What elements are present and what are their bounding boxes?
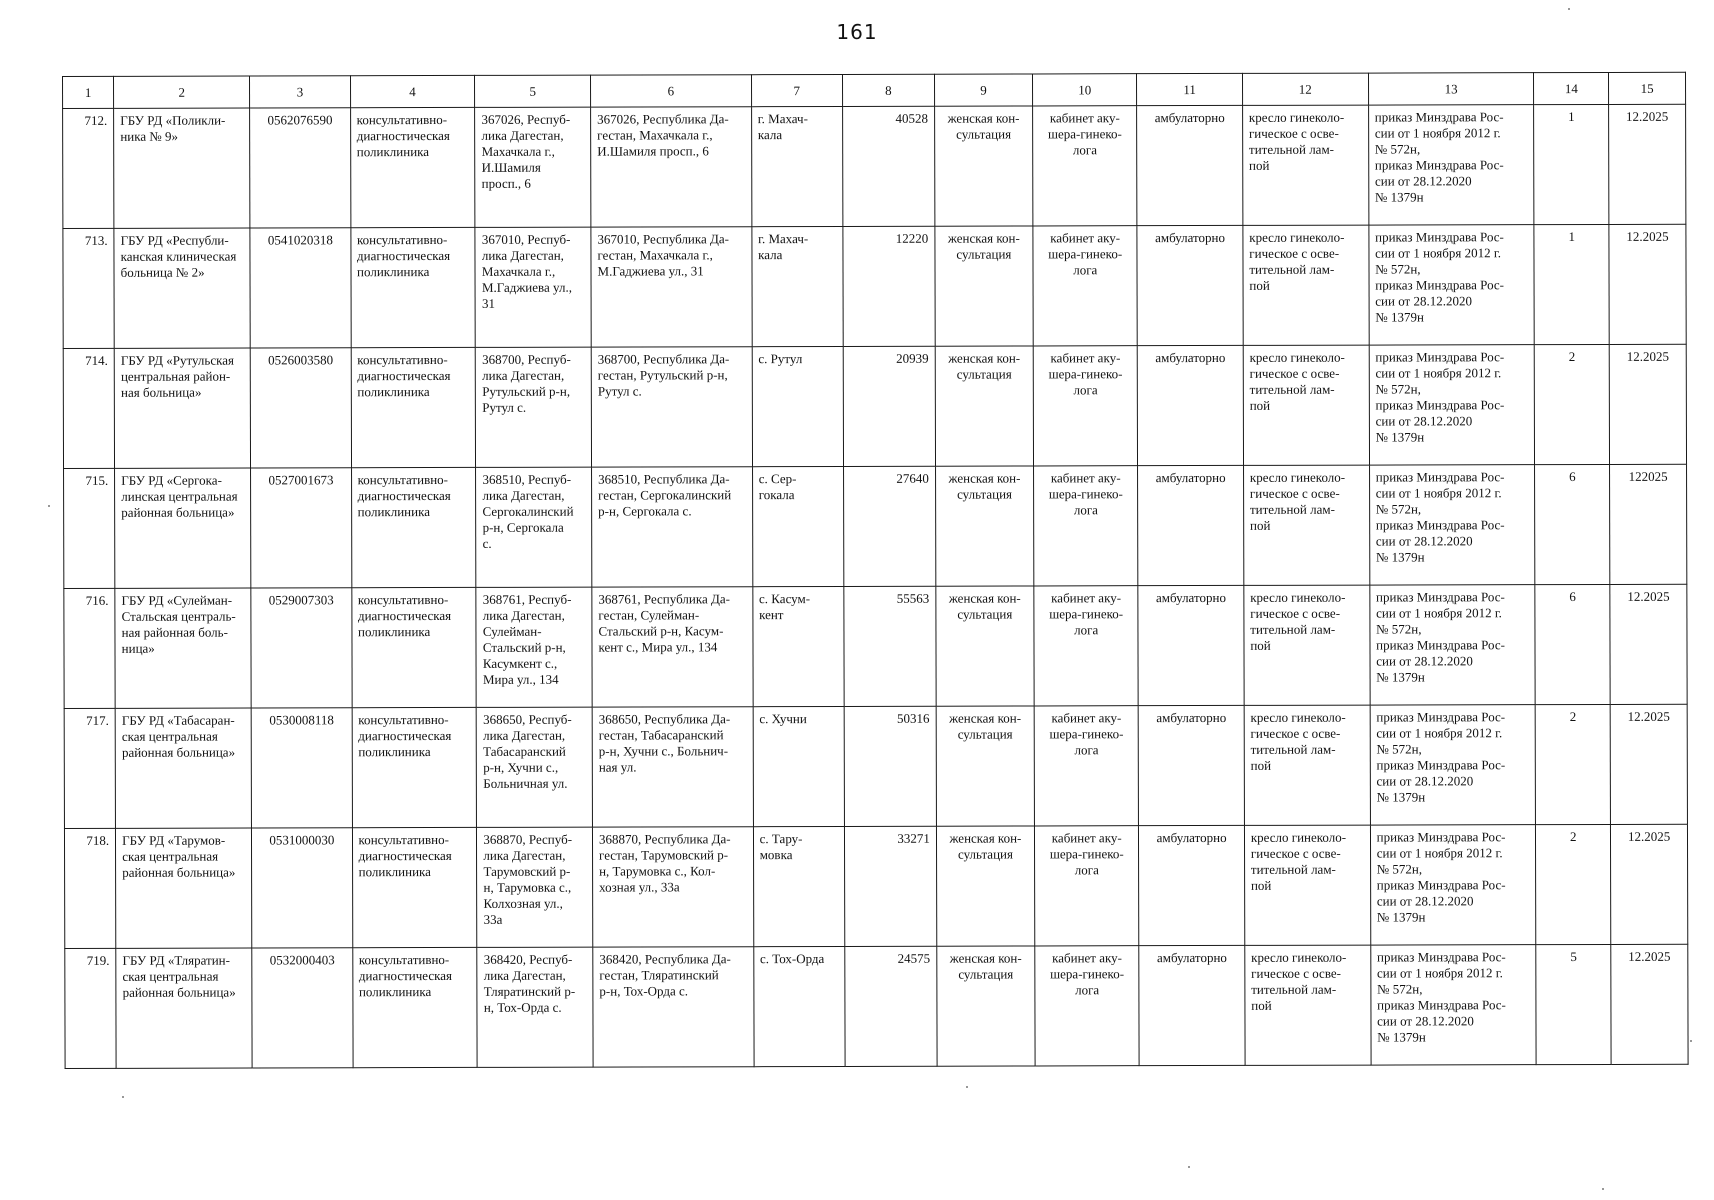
settlement-cell [753,826,844,946]
quantity-cell [1535,464,1610,584]
legal-address: 368510, Респуб- лика Дагестан, Сергокалинский р-н, Сергокала с. [482,471,574,551]
quantity: 5 [1570,949,1577,965]
quantity: 1 [1568,109,1575,125]
deadline-cell [1610,464,1687,584]
organization-name: ГБУ РД «Сулейман- Стальская централь- ная районная боль- ница» [121,592,236,656]
regulatory-standard: приказ Минздрава Рос- сии от 1 ноября 2012 г. № 572н, приказ Минздрава Рос- сии от 28.12.2020 № 1379н [1374,109,1504,205]
organization-code-cell [251,708,352,828]
deadline-cell [1610,704,1687,824]
legal-address-cell [477,947,593,1067]
equipment-cell [1243,345,1369,465]
actual-address: 367026, Республика Да- гестан, Махачкала г., И.Шамиля просп., 6 [597,111,729,159]
scan-speck [48,505,50,507]
population-cell [843,346,935,466]
care-condition: амбулаторно [1154,109,1225,126]
deadline: 122025 [1628,468,1668,484]
deadline-cell [1610,584,1687,704]
actual-address: 368420, Республика Да- гестан, Тляратинский р-н, Тох-Орда с. [599,951,731,999]
organization-name: ГБУ РД «Табасаран- ская центральная районная больница» [121,712,236,760]
legal-address: 368761, Респуб- лика Дагестан, Сулейман- Стальский р-н, Касумкент с., Мира ул., 134 [482,591,572,687]
room-name-cell [1034,466,1139,586]
organization-name: ГБУ РД «Сергока- линская центральная районная больница» [121,472,238,520]
facility-type: консультативно- диагностическая поликлиника [357,591,452,640]
deadline: 12.2025 [1627,708,1670,724]
actual-address: 368510, Республика Да- гестан, Сергокалинский р-н, Сергокала с. [598,471,732,519]
table-row [63,224,1686,348]
equipment: кресло гинеколо- гическое с осве- тительной лам- пой [1249,349,1345,413]
organization-name-cell [114,108,250,228]
settlement-cell [752,466,843,586]
actual-address-cell [593,947,754,1067]
care-condition: амбулаторно [1156,949,1227,966]
care-condition-cell [1139,705,1245,825]
room-name-cell [1033,106,1138,226]
organization-code-cell [250,108,351,228]
equipment: кресло гинеколо- гическое с осве- тительной лам- пой [1249,229,1345,293]
column-header-10: 10 [1033,74,1137,106]
table-row [65,944,1688,1068]
actual-address-cell [591,347,752,467]
facility-type: консультативно- диагностическая поликлиника [358,951,453,1000]
care-condition-cell [1138,465,1244,585]
deadline: 12.2025 [1627,828,1671,844]
room-name: кабинет аку- шера-гинеко- лога [1049,830,1124,878]
population-cell [843,226,935,346]
population: 50316 [896,710,930,726]
room-name: кабинет аку- шера-гинеко- лога [1048,470,1123,518]
actual-address-cell [591,227,752,347]
equipment: кресло гинеколо- гическое с осве- тительной лам- пой [1251,949,1347,1013]
legal-address-cell [477,827,593,947]
equipment: кресло гинеколо- гическое с осве- тительной лам- пой [1250,709,1346,773]
settlement: с. Сер- гокала [758,471,797,503]
population-cell [845,946,937,1066]
regulatory-standard: приказ Минздрава Рос- сии от 1 ноября 2012 г. № 572н, приказ Минздрава Рос- сии от 28.12.2020 № 1379н [1376,709,1506,805]
organization-code-cell [252,948,353,1068]
unit-name-cell [935,226,1034,346]
table-row [64,584,1687,708]
actual-address: 368870, Республика Да- гестан, Тарумовский р- н, Тарумовка с., Кол- хозная ул., 33а [598,831,731,895]
regulatory-standard-cell [1370,945,1536,1065]
unit-name: женская кон- сультация [948,590,1021,622]
equipment-cell [1244,705,1370,825]
organization-code-cell [250,348,351,468]
facility-type: консультативно- диагностическая поликлиника [357,471,451,520]
population-cell [842,106,934,226]
column-header-14: 14 [1534,72,1609,104]
facility-type: консультативно- диагностическая поликлиника [358,711,452,760]
column-header-12: 12 [1242,73,1368,105]
regulatory-standard-cell [1369,465,1535,585]
organization-name: ГБУ РД «Рутульская центральная район- ная больница» [120,352,234,400]
column-header-9: 9 [934,74,1032,106]
facility-type-cell [351,347,476,467]
row-number: 719. [86,952,110,968]
care-condition: амбулаторно [1155,589,1226,606]
care-condition-cell [1137,225,1243,345]
facility-type-cell [351,467,476,587]
scan-speck [966,1086,968,1088]
column-header-7: 7 [751,74,842,106]
legal-address: 368870, Респуб- лика Дагестан, Тарумовский р- н, Тарумовка с., Колхозная ул., 33а [483,831,573,927]
population-cell [843,466,935,586]
scan-speck [1690,1040,1692,1042]
facility-type-cell [352,947,477,1067]
room-name-cell [1033,226,1138,346]
settlement-cell [751,106,842,226]
actual-address: 368700, Республика Да- гестан, Рутульский р-н, Рутул с. [597,351,730,399]
row-number: 716. [85,592,109,608]
scan-speck [1568,8,1570,10]
unit-name: женская кон- сультация [947,110,1020,142]
regulatory-standard: приказ Минздрава Рос- сии от 1 ноября 2012 г. № 572н, приказ Минздрава Рос- сии от 28.12.2020 № 1379н [1376,829,1506,925]
organization-code: 0531000030 [269,832,335,848]
organization-name-cell [115,708,251,828]
regulatory-standard-cell [1369,225,1535,345]
quantity-cell [1535,344,1610,464]
equipment-cell [1242,105,1368,225]
unit-name: женская кон- сультация [949,710,1022,742]
population: 40528 [895,110,928,126]
column-header-6: 6 [590,75,751,107]
facility-type-cell [352,827,477,947]
row-number-cell [64,828,115,948]
organization-name: ГБУ РД «Тарумов- ская центральная районная больница» [122,832,236,880]
actual-address-cell [592,827,753,947]
regulatory-standard-cell [1369,345,1535,465]
unit-name-cell [937,946,1036,1066]
organization-code: 0532000403 [269,952,335,968]
unit-name: женская кон- сультация [948,350,1021,382]
table-row [63,104,1686,228]
row-number-cell [64,588,115,708]
row-number: 718. [86,832,110,848]
organization-code-cell [252,828,353,948]
organization-name: ГБУ РД «Тляратин- ская центральная районная больница» [122,952,236,1000]
facility-type: консультативно- диагностическая поликлиника [356,231,451,280]
deadline-cell [1609,224,1686,344]
care-condition-cell [1138,585,1244,705]
organization-code: 0541020318 [267,232,333,248]
scan-speck [1188,1166,1190,1168]
facility-type: консультативно- диагностическая поликлиника [357,351,451,400]
settlement-cell [752,586,843,706]
deadline-cell [1609,104,1686,224]
care-condition: амбулаторно [1155,469,1226,486]
population-cell [844,706,936,826]
table-row [63,344,1686,468]
facility-type-cell [351,587,476,707]
settlement-cell [752,226,843,346]
facility-type-cell [350,107,475,227]
deadline: 12.2025 [1626,108,1669,124]
legal-address-cell [476,467,592,587]
legal-address: 368700, Респуб- лика Дагестан, Рутульский р-н, Рутул с. [482,351,571,415]
equipment-cell [1244,825,1370,945]
settlement-cell [753,706,844,826]
quantity: 6 [1569,469,1576,485]
regulatory-standard: приказ Минздрава Рос- сии от 1 ноября 2012 г. № 572н, приказ Минздрава Рос- сии от 28.12.2020 № 1379н [1375,349,1505,445]
organization-code-cell [251,588,352,708]
column-header-3: 3 [250,76,350,108]
unit-name-cell [936,706,1035,826]
organization-name: ГБУ РД «Республи- канская клиническая больница № 2» [120,232,237,280]
organization-name: ГБУ РД «Поликли- ника № 9» [120,112,226,144]
room-name: кабинет аку- шера-гинеко- лога [1049,710,1124,758]
table-row [64,824,1687,948]
unit-name: женская кон- сультация [948,470,1021,502]
population: 12220 [895,230,929,246]
room-name: кабинет аку- шера-гинеко- лога [1047,110,1122,158]
row-number-cell [65,948,116,1068]
organization-name-cell [115,468,251,588]
column-header-4: 4 [350,75,475,107]
deadline: 12.2025 [1627,588,1670,604]
organization-code: 0562076590 [267,112,333,128]
row-number-cell [64,708,115,828]
equipment-cell [1243,225,1369,345]
regulatory-standard-cell [1368,105,1534,225]
unit-name: женская кон- сультация [947,230,1020,262]
settlement: с. Тару- мовка [759,831,803,863]
organization-code-cell [251,468,352,588]
actual-address-cell [592,587,753,707]
organization-code: 0526003580 [268,352,334,368]
room-name: кабинет аку- шера-гинеко- лога [1048,350,1123,398]
unit-name-cell [936,826,1035,946]
legal-address-cell [475,107,591,227]
room-name: кабинет аку- шера-гинеко- лога [1049,590,1124,638]
scan-speck [1602,1188,1604,1190]
legal-address: 367010, Респуб- лика Дагестан, Махачкала г., М.Гаджиева ул., 31 [481,231,572,311]
regulatory-standard: приказ Минздрава Рос- сии от 1 ноября 2012 г. № 572н, приказ Минздрава Рос- сии от 28.12.2020 № 1379н [1375,229,1505,325]
actual-address: 368650, Республика Да- гестан, Табасаранский р-н, Хучни с., Больнич- ная ул. [598,711,731,775]
room-name-cell [1034,586,1139,706]
legal-address-cell [477,707,593,827]
actual-address-cell [592,707,753,827]
table-body [63,104,1689,1068]
care-condition-cell [1139,825,1245,945]
care-condition-cell [1139,945,1245,1065]
equipment: кресло гинеколо- гическое с осве- тительной лам- пой [1250,829,1347,893]
deadline-cell [1611,944,1688,1064]
deadline: 12.2025 [1628,948,1671,964]
organization-code: 0527001673 [268,472,334,488]
population-cell [844,586,936,706]
population: 20939 [896,350,929,366]
quantity-cell [1534,224,1609,344]
deadline: 12.2025 [1626,228,1669,244]
row-number: 715. [85,472,109,488]
settlement: с. Касум- кент [759,591,811,623]
column-header-15: 15 [1609,72,1686,104]
quantity: 1 [1568,229,1575,245]
room-name: кабинет аку- шера-гинеко- лога [1048,230,1123,278]
room-name-cell [1033,346,1138,466]
page-number: 161 [836,20,878,44]
deadline: 12.2025 [1626,348,1669,364]
care-condition: амбулаторно [1155,349,1226,366]
actual-address-cell [591,107,752,227]
header-row [63,72,1686,108]
population: 55563 [896,590,930,606]
facility-type-cell [352,707,477,827]
unit-name-cell [934,106,1033,226]
table-row [64,464,1687,588]
facility-type-cell [350,227,475,347]
equipment: кресло гинеколо- гическое с осве- тительной лам- пой [1249,469,1346,533]
row-number: 713. [84,232,108,248]
column-header-11: 11 [1137,73,1242,105]
regulatory-standard-cell [1370,825,1536,945]
deadline-cell [1609,344,1686,464]
facility-type: консультативно- диагностическая поликлиника [356,111,450,160]
settlement-cell [752,346,843,466]
quantity-cell [1536,704,1611,824]
deadline-cell [1611,824,1688,944]
unit-name: женская кон- сультация [949,830,1022,862]
quantity-cell [1535,584,1610,704]
settlement: г. Махач- кала [757,111,808,143]
unit-name-cell [935,346,1034,466]
room-name-cell [1034,706,1139,826]
equipment: кресло гинеколо- гическое с осве- тительной лам- пой [1248,109,1345,173]
legal-address: 368650, Респуб- лика Дагестан, Табасаранский р-н, Хучни с., Больничная ул. [483,711,572,791]
organization-name-cell [114,228,250,348]
table-header [63,72,1686,108]
regulatory-standard: приказ Минздрава Рос- сии от 1 ноября 2012 г. № 572н, приказ Минздрава Рос- сии от 28.12.2020 № 1379н [1376,589,1505,685]
actual-address-cell [592,467,753,587]
row-number-cell [63,108,114,228]
settlement-cell [753,946,844,1066]
care-condition: амбулаторно [1156,829,1227,846]
population: 33271 [897,830,930,846]
quantity: 6 [1569,589,1576,605]
legal-address: 367026, Респуб- лика Дагестан, Махачкала г., И.Шамиля просп., 6 [481,111,571,191]
quantity: 2 [1570,829,1577,845]
column-header-1: 1 [63,76,114,108]
quantity-cell [1536,944,1611,1064]
legal-address-cell [476,347,592,467]
unit-name-cell [936,586,1035,706]
population: 24575 [897,950,931,966]
column-header-13: 13 [1368,73,1534,105]
settlement: с. Тох-Орда [759,951,825,967]
row-number-cell [64,468,115,588]
room-name-cell [1035,826,1140,946]
column-header-2: 2 [114,76,250,108]
column-header-8: 8 [842,74,934,106]
care-condition-cell [1138,345,1244,465]
legal-address-cell [476,587,592,707]
actual-address: 368761, Республика Да- гестан, Сулейман- Стальский р-н, Касум- кент с., Мира ул., 134 [598,591,730,655]
scan-speck [122,1096,124,1098]
population: 27640 [896,470,929,486]
row-number: 717. [86,712,109,728]
care-condition: амбулаторно [1156,709,1227,726]
regulatory-standard-cell [1370,585,1536,705]
care-condition-cell [1137,105,1243,225]
equipment-cell [1244,585,1370,705]
equipment: кресло гинеколо- гическое с осве- тительной лам- пой [1250,589,1346,653]
row-number-cell [63,228,114,348]
facility-type: консультативно- диагностическая поликлиника [358,831,452,880]
equipment-cell [1243,465,1369,585]
care-condition: амбулаторно [1155,229,1226,246]
regulatory-standard: приказ Минздрава Рос- сии от 1 ноября 2012 г. № 572н, приказ Минздрава Рос- сии от 28.12.2020 № 1379н [1376,949,1506,1045]
regulatory-standard: приказ Минздрава Рос- сии от 1 ноября 2012 г. № 572н, приказ Минздрава Рос- сии от 28.12.2020 № 1379н [1375,469,1505,565]
settlement: с. Хучни [759,711,807,727]
organization-name-cell [115,588,251,708]
quantity: 2 [1569,709,1577,725]
registry-table [62,72,1689,1069]
legal-address: 368420, Респуб- лика Дагестан, Тляратинский р- н, Тох-Орда с. [483,951,576,1015]
organization-name-cell [114,348,250,468]
regulatory-standard-cell [1370,705,1536,825]
organization-code: 0530008118 [269,712,334,728]
unit-name: женская кон- сультация [949,950,1022,982]
organization-name-cell [116,948,252,1068]
quantity-cell [1536,824,1611,944]
row-number-cell [63,348,114,468]
column-header-5: 5 [475,75,591,107]
settlement: г. Махач- кала [758,231,809,263]
settlement: с. Рутул [758,351,803,367]
row-number: 712. [84,112,108,128]
row-number: 714. [85,352,108,368]
organization-name-cell [116,828,252,948]
table-row [64,704,1687,828]
organization-code: 0529007303 [268,592,334,608]
room-name-cell [1035,946,1140,1066]
actual-address: 367010, Республика Да- гестан, Махачкала г., М.Гаджиева ул., 31 [597,231,730,279]
unit-name-cell [935,466,1034,586]
room-name: кабинет аку- шера-гинеко- лога [1050,950,1125,998]
quantity: 2 [1568,349,1576,365]
legal-address-cell [475,227,591,347]
population-cell [844,826,936,946]
quantity-cell [1534,104,1609,224]
organization-code-cell [250,228,351,348]
equipment-cell [1245,945,1371,1065]
